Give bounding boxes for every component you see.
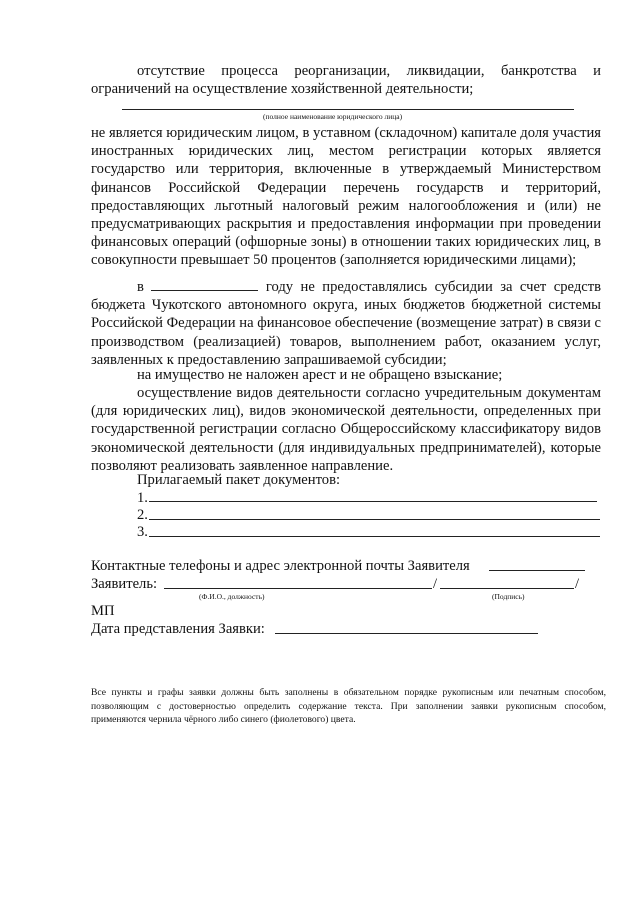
document-item-1-number: 1. [137, 490, 148, 506]
applicant-separator-2: / [575, 576, 580, 592]
applicant-name-field[interactable] [164, 588, 432, 589]
footnote: Все пункты и графы заявки должны быть заполнены в обязательном порядке рукописным или печатным способом, позволяющим с достоверностью определить содержание текста. При заполнении заявки рукописным способом, применяются чернила чёрного либо синего (фиолетового) цвета. [91, 687, 606, 726]
arrest-paragraph: на имущество не наложен арест и не обращено взыскание; [137, 367, 503, 383]
legal-name-caption: (полное наименование юридического лица) [263, 112, 403, 121]
year-field[interactable] [151, 278, 258, 291]
offshore-paragraph: не является юридическим лицом, в уставном (складочном) капитале доля участия иностранных юридических лиц, местом регистрации которых является государство или территория, включенные в утверждаемый Министерством финансов Российской Федерации перечень государств и территорий, предоставляющих льготный налоговый режим налогообложения и (или) не предусматривающих раскрытия и предоставления информации при проведении финансовых операций (офшорные зоны) в отношении таких юридических лиц, в совокупности превышает 50 процентов (заполняется юридическими лицами); [91, 125, 601, 269]
document-item-2-number: 2. [137, 507, 148, 523]
date-label: Дата представления Заявки: [91, 621, 265, 637]
fio-caption: (Ф.И.О., должность) [199, 592, 265, 601]
legal-name-line[interactable] [122, 109, 574, 110]
intro-paragraph: отсутствие процесса реорганизации, ликвидации, банкротства и ограничений на осуществление хозяйственной деятельности; [91, 63, 601, 98]
contacts-label: Контактные телефоны и адрес электронной почты Заявителя [91, 558, 470, 574]
documents-heading: Прилагаемый пакет документов: [137, 472, 341, 488]
document-item-2-line[interactable] [149, 519, 600, 520]
document-item-1-line[interactable] [149, 501, 597, 502]
subsidy-paragraph [91, 278, 601, 369]
activity-paragraph: осуществление видов деятельности согласно учредительным документам (для юридических лиц), видов экономической деятельности, определенных при государственной регистрации согласно Общероссийскому классификатору видов экономической деятельности (для индивидуальных предпринимателей), которые позволяют реализовать заявленное направление. [91, 385, 601, 474]
applicant-signature-field[interactable] [440, 588, 574, 589]
document-item-3-number: 3. [137, 524, 148, 540]
document-item-3-line[interactable] [149, 536, 600, 537]
stamp-label: МП [91, 603, 115, 619]
subsidy-text: году не предоставлялись субсидии за счет средств бюджета Чукотского автономного округа, иных бюджетов бюджетной системы Российской Федерации на финансовое обеспечение (возмещение затрат) в связи с производством (реализацией) товаров, выполнением работ, оказанием услуг, заявленных к предоставлению запрашиваемой субсидии; [91, 279, 601, 368]
subsidy-prefix: в [137, 279, 144, 295]
applicant-label: Заявитель: [91, 576, 158, 592]
applicant-separator-1: / [433, 576, 438, 592]
date-field[interactable] [275, 633, 538, 634]
signature-caption: (Подпись) [492, 592, 525, 601]
contacts-field[interactable] [489, 570, 585, 571]
